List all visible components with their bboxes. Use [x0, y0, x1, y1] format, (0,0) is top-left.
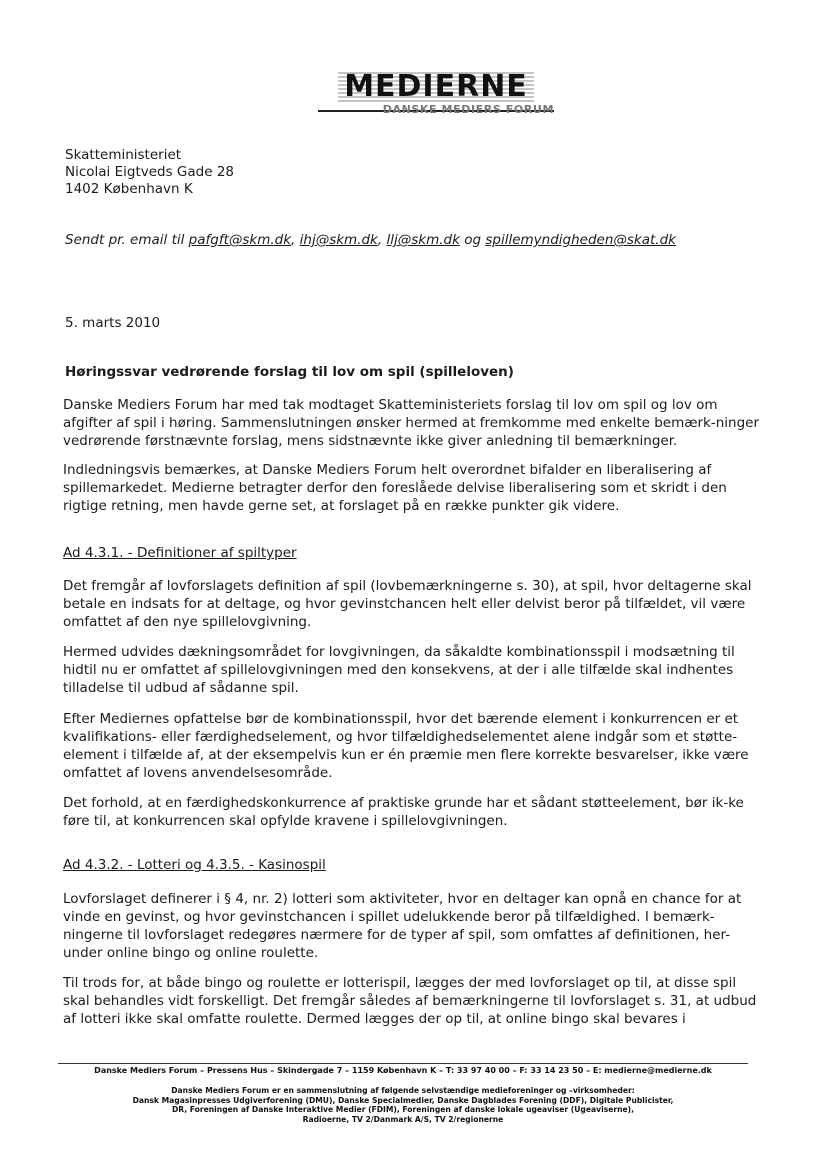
email-link-spillemyndigheden[interactable]: spillemyndigheden@skat.dk: [485, 232, 676, 248]
section-title-lotteri-kasinospil: Ad 4.3.2. - Lotteri og 4.3.5. - Kasinospil: [63, 857, 326, 873]
sent-by-email-line: [65, 231, 676, 249]
footer-contact-line: Danske Mediers Forum – Pressens Hus – Skindergade 7 – 1159 København K – T: 33 97 40 00 – F: 33 14 23 50 – E: medierne@medierne.dk: [94, 1066, 712, 1075]
recipient-line-3: 1402 København K: [65, 181, 193, 197]
footer-members-line-1: Dansk Magasinpresses Udgiverforening (DMU), Danske Specialmedier, Danske Dagblades Forening (DDF), Digitale Publicister,: [132, 1095, 674, 1105]
email-separator: og: [459, 232, 486, 248]
email-separator: ,: [377, 232, 387, 248]
email-link-llj[interactable]: llj@skm.dk: [386, 232, 460, 248]
section1-paragraph-2: Hermed udvides dækningsområdet for lovgivningen, da såkaldte kombinationsspil i modsætning til hidtil nu er omfattet af spillelovgivningen med den konsekvens, at der i alle tilfælde skal indhentes tilladelse til udbud af sådanne spil.: [63, 644, 735, 696]
section1-paragraph-3: Efter Mediernes opfattelse bør de kombinationsspil, hvor det bærende element i konkurrencen er et kvalifikations- eller færdighedselement, og hvor tilfældighedselementet alene indgår som et støtte-element i tilfælde af, at der eksempelvis kun er én præmie men flere korrekte besvarelser, ikke være omfattet af lovens anvendelsesområde.: [63, 711, 749, 781]
logo-wordmark: MEDIERNE: [338, 70, 534, 104]
logo-subtitle: DANSKE MEDIERS FORUM: [382, 103, 554, 116]
letter-date: 5. marts 2010: [65, 315, 161, 331]
intro-paragraph-1: Danske Mediers Forum har med tak modtaget Skatteministeriets forslag til lov om spil og lov om afgifter af spil i høring. Sammenslutningen ønsker hermed at fremkomme med enkelte bemærk-ninger vedrørende førstnævnte forslag, mens sidstnævnte ikke giver anledning til bemærkninger.: [63, 397, 760, 449]
section2-paragraph-1: Lovforslaget definerer i § 4, nr. 2) lotteri som aktiviteter, hvor en deltager kan opnå en chance for at vinde en gevinst, og hvor gevinstchancen i spillet udelukkende beror på tilfældighed. I bemærk-ningerne til lovforslaget redegøres nærmere for de typer af spil, som omfattes af definitionen, her-under online bingo og online roulette.: [63, 891, 742, 961]
email-link-ihj[interactable]: ihj@skm.dk: [299, 232, 378, 248]
recipient-address: [65, 147, 234, 198]
footer-members: [58, 1086, 748, 1124]
footer-members-line-3: Radioerne, TV 2/Danmark A/S, TV 2/regionerne: [302, 1114, 504, 1124]
footer-members-line-2: DR, Foreningen af Danske Interaktive Medier (FDIM), Foreningen af danske lokale ugeaviser (Ugeaviserne),: [171, 1105, 635, 1114]
sent-prefix: Sendt pr. email til: [65, 232, 189, 248]
medierne-logo: [318, 69, 554, 116]
email-link-pafgft[interactable]: pafgft@skm.dk: [188, 232, 292, 248]
section1-paragraph-4: Det forhold, at en færdighedskonkurrence af praktiske grunde har et sådant støtteelement, bør ik-ke føre til, at konkurrencen skal opfylde kravene i spillelovgivningen.: [63, 795, 744, 829]
recipient-line-1: Skatteministeriet: [65, 147, 182, 163]
letter-heading: Høringssvar vedrørende forslag til lov om spil (spilleloven): [65, 364, 514, 380]
section-title-definitions: Ad 4.3.1. - Definitioner af spiltyper: [63, 545, 297, 561]
recipient-line-2: Nicolai Eigtveds Gade 28: [65, 164, 235, 180]
email-separator: ,: [291, 232, 300, 248]
footer-members-intro: Danske Mediers Forum er en sammenslutning af følgende selvstændige medieforeninger og –virksomheder:: [171, 1086, 635, 1095]
footer-rule: [58, 1063, 748, 1064]
section2-paragraph-2: Til trods for, at både bingo og roulette er lotterispil, lægges der med lovforslaget op til, at disse spil skal behandles vidt forskelligt. Det fremgår således af bemærkningerne til lovforslaget s. 31, at udbud af lotteri ikke skal omfatte roulette. Dermed lægges der op til, at online bingo skal bevares i: [63, 975, 757, 1027]
intro-paragraph-2: Indledningsvis bemærkes, at Danske Mediers Forum helt overordnet bifalder en liberalisering af spillemarkedet. Medierne betragter derfor den foreslåede delvise liberalisering som et skridt i den rigtige retning, men havde gerne set, at forslaget på en række punkter gik videre.: [63, 462, 727, 514]
section1-paragraph-1: Det fremgår af lovforslagets definition af spil (lovbemærkningerne s. 30), at spil, hvor deltagerne skal betale en indsats for at deltage, og hvor gevinstchancen helt eller delvist beror på tilfældet, vil være omfattet af den nye spillelovgivning.: [63, 578, 752, 630]
